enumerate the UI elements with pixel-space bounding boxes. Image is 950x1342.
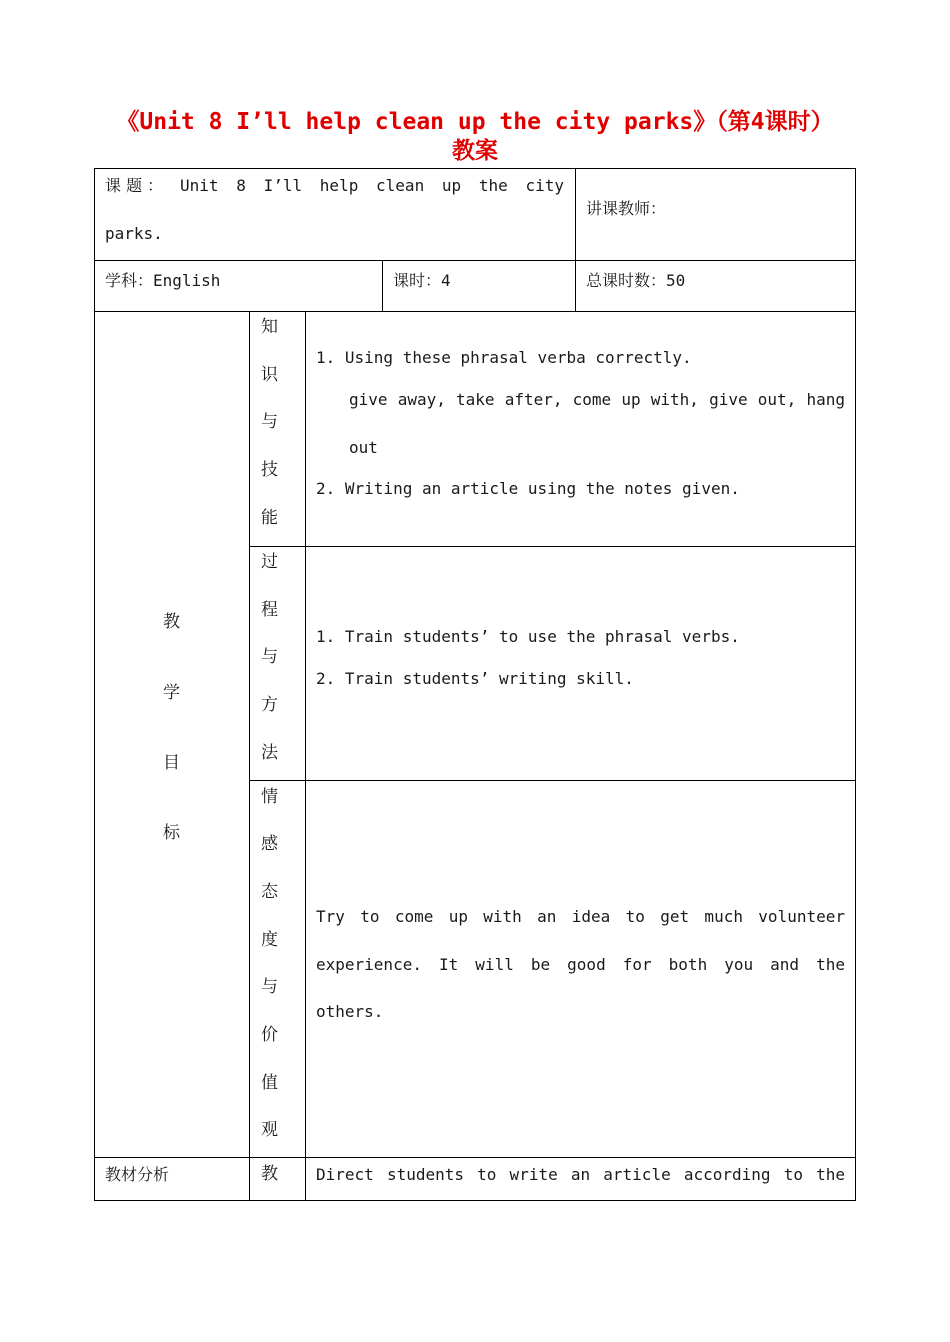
teacher-label: 讲课教师：: [586, 199, 667, 218]
knowledge-item-2: 2. Writing an article using the notes given.: [316, 479, 740, 498]
emotion-line-2: experience. It will be good for both you and the: [316, 955, 845, 974]
lesson-cell: 课时：4: [393, 271, 451, 290]
analysis-text: Direct students to write an article according to the: [316, 1165, 845, 1184]
process-item-2: 2. Train students’ writing skill.: [316, 669, 634, 688]
title-line-2: 教案: [452, 138, 498, 164]
knowledge-item-1: 1. Using these phrasal verba correctly.: [316, 348, 692, 367]
emotion-line-3: others.: [316, 1002, 384, 1021]
document-title: [60, 108, 890, 166]
total-lessons-cell: 总课时数：50: [586, 271, 686, 290]
subject-cell: 学科：English: [105, 271, 221, 290]
analysis-label: 教材分析: [105, 1165, 170, 1184]
topic-label: 课 题 ：: [105, 176, 164, 195]
emotion-line-1: Try to come up with an idea to get much volunteer: [316, 907, 845, 926]
process-item-1: 1. Train students’ to use the phrasal verbs.: [316, 627, 740, 646]
knowledge-item-1-cont: give away, take after, come up with, give out, hang: [349, 390, 845, 409]
topic-line-2: parks.: [105, 224, 163, 243]
title-line-1: 《Unit 8 I’ll help clean up the city parks》（第4课时）: [116, 109, 834, 135]
knowledge-item-1-cont2: out: [349, 438, 378, 457]
analysis-sub-label: 教: [261, 1164, 278, 1184]
topic-line-1: Unit 8 I’ll help clean up the city: [180, 176, 564, 195]
